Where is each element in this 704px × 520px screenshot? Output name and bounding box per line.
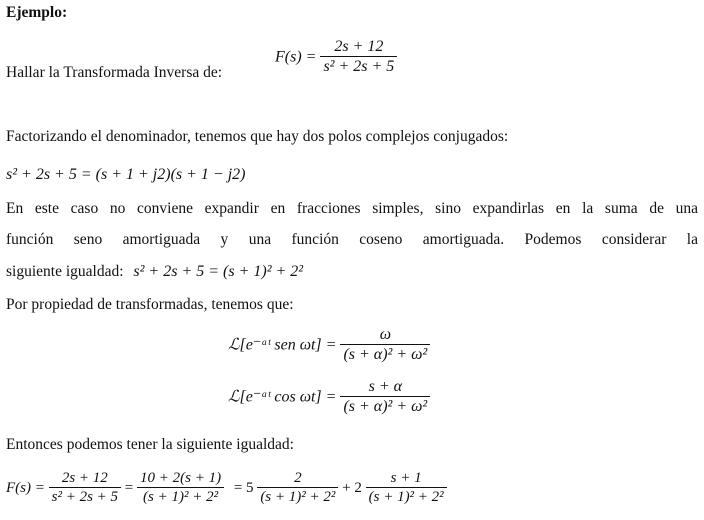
paragraph-line-3 <box>6 263 303 281</box>
final-fraction-4 <box>366 470 447 507</box>
problem-denominator: s² + 2s + 5 <box>323 58 395 76</box>
paragraph-factorizando: Factorizando el denominador, tenemos que hay dos polos complejos conjugados: <box>6 128 509 145</box>
final-fraction-4-denominator: (s + 1)² + 2² <box>368 489 444 506</box>
paragraph-line-2: función seno amortiguada y una función coseno amortiguada. Podemos considerar la <box>6 231 698 248</box>
final-lhs: F(s) = <box>6 479 45 496</box>
transform-cos-fraction <box>340 378 430 417</box>
transform-cos-lhs: ℒ[e⁻ᵃᵗ cos ωt] = <box>228 388 337 406</box>
final-fraction-3-denominator: (s + 1)² + 2² <box>260 489 336 506</box>
final-fraction-2 <box>137 470 224 507</box>
factor-equation: s² + 2s + 5 = (s + 1 + j2)(s + 1 − j2) <box>6 166 246 183</box>
transform-cos-numerator: s + α <box>340 378 430 397</box>
transform-sin-equation <box>228 326 430 365</box>
problem-equation <box>275 38 397 77</box>
final-equals-1: = <box>124 479 134 496</box>
heading: Ejemplo: <box>6 4 68 21</box>
final-fraction-3 <box>257 470 338 507</box>
transform-sin-numerator: ω <box>340 326 430 345</box>
paragraph-propiedad: Por propiedad de transformadas, tenemos que: <box>6 296 294 313</box>
problem-fraction <box>320 38 397 77</box>
transform-sin-denominator: (s + α)² + ω² <box>343 346 428 364</box>
paragraph-entonces: Entonces podemos tener la siguiente igualdad: <box>6 436 294 453</box>
final-equals-2: = 5 <box>233 479 254 496</box>
final-fraction-1-denominator: s² + 2s + 5 <box>51 489 119 506</box>
final-fraction-3-numerator: 2 <box>257 470 338 488</box>
final-fraction-2-denominator: (s + 1)² + 2² <box>143 489 219 506</box>
transform-cos-denominator: (s + α)² + ω² <box>343 398 428 416</box>
final-fraction-1 <box>49 470 121 507</box>
final-equation <box>6 470 447 507</box>
problem-label: Hallar la Transformada Inversa de: <box>6 64 223 81</box>
final-fraction-1-numerator: 2s + 12 <box>49 470 121 488</box>
identity-equation: s² + 2s + 5 = (s + 1)² + 2² <box>133 263 304 280</box>
problem-numerator: 2s + 12 <box>320 38 397 57</box>
transform-sin-fraction <box>340 326 430 365</box>
final-fraction-2-numerator: 10 + 2(s + 1) <box>137 470 224 488</box>
final-fraction-4-numerator: s + 1 <box>366 470 447 488</box>
paragraph-line-1: En este caso no conviene expandir en fracciones simples, sino expandirlas en la suma de una <box>6 200 698 217</box>
problem-lhs: F(s) = <box>275 48 317 66</box>
transform-cos-equation <box>228 378 430 417</box>
paragraph-line-3-text: siguiente igualdad: <box>6 263 124 280</box>
transform-sin-lhs: ℒ[e⁻ᵃᵗ sen ωt] = <box>228 336 337 354</box>
final-plus: + 2 <box>342 479 362 496</box>
